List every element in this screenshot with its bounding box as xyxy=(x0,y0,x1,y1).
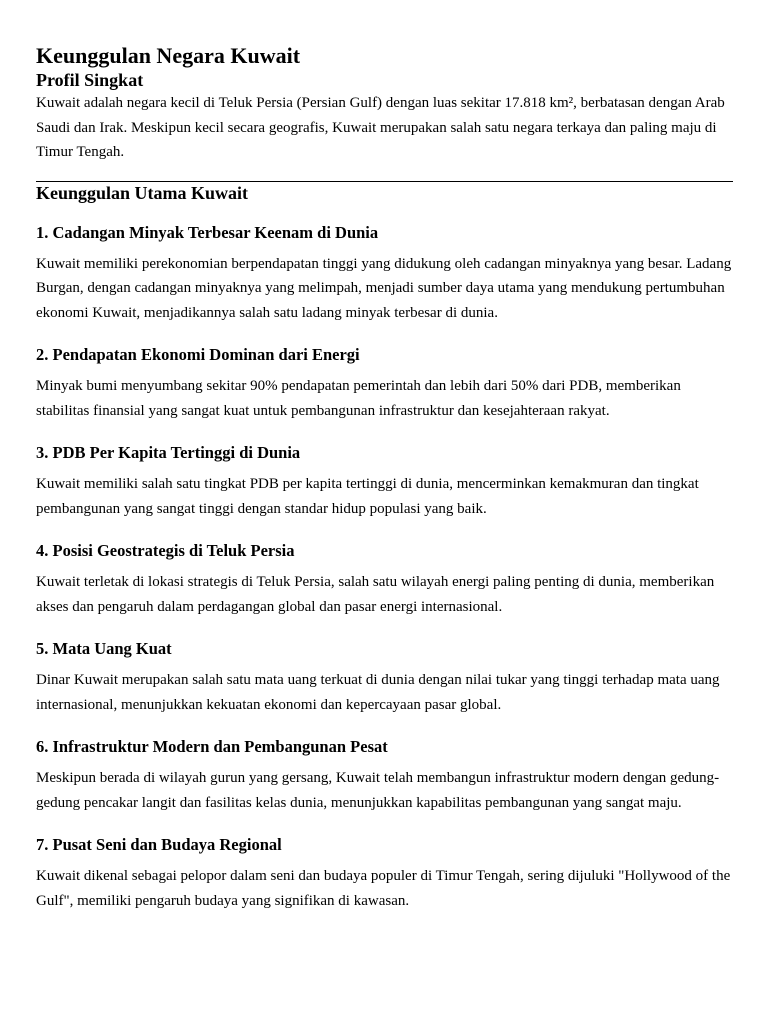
advantage-heading: 5. Mata Uang Kuat xyxy=(36,639,172,658)
advantage-text: Minyak bumi menyumbang sekitar 90% pendapatan pemerintah dan lebih dari 50% dari PDB, memberikan stabilitas finansial yang sangat kuat untuk pembangunan infrastruktur dan kesejahteraan rakyat. xyxy=(36,378,681,419)
document-title: Keunggulan Negara Kuwait xyxy=(36,43,301,68)
profile-paragraph: Kuwait adalah negara kecil di Teluk Persia (Persian Gulf) dengan luas sekitar 17.818 km², berbatasan dengan Arab Saudi dan Irak. Meskipun kecil secara geografis, Kuwait merupakan salah satu negara terkaya dan paling maju di Timur Tengah. xyxy=(36,95,725,160)
advantage-heading: 2. Pendapatan Ekonomi Dominan dari Energi xyxy=(36,345,360,364)
advantage-text: Kuwait terletak di lokasi strategis di Teluk Persia, salah satu wilayah energi paling penting di dunia, memberikan akses dan pengaruh dalam perdagangan global dan pasar energi internasional. xyxy=(36,574,715,615)
advantage-heading: 6. Infrastruktur Modern dan Pembangunan Pesat xyxy=(36,737,388,756)
advantage-text: Meskipun berada di wilayah gurun yang gersang, Kuwait telah membangun infrastruktur modern dengan gedung-gedung pencakar langit dan fasilitas kelas dunia, menunjukkan kapabilitas pembangunan yang sangat maju. xyxy=(36,770,720,811)
advantage-heading: 7. Pusat Seni dan Budaya Regional xyxy=(36,835,282,854)
profile-heading: Profil Singkat xyxy=(36,70,144,90)
advantages-heading: Keunggulan Utama Kuwait xyxy=(36,182,249,203)
advantage-item xyxy=(36,638,732,717)
advantages-list xyxy=(36,222,732,914)
advantage-text: Kuwait memiliki salah satu tingkat PDB per kapita tertinggi di dunia, mencerminkan kemakmuran dan tingkat pembangunan yang sangat tinggi dengan standar hidup populasi yang baik. xyxy=(36,476,699,517)
advantage-heading: 3. PDB Per Kapita Tertinggi di Dunia xyxy=(36,443,301,462)
advantage-text: Kuwait memiliki perekonomian berpendapatan tinggi yang didukung oleh cadangan minyaknya yang besar. Ladang Burgan, dengan cadangan minyaknya yang melimpah, menjadi sumber daya utama yang mendukung pertumbuhan ekonomi Kuwait, menjadikannya salah satu ladang minyak terbesar di dunia. xyxy=(36,255,732,321)
advantage-item xyxy=(36,442,732,521)
advantage-text: Kuwait dikenal sebagai pelopor dalam seni dan budaya populer di Timur Tengah, sering dijuluki "Hollywood of the Gulf", memiliki pengaruh budaya yang signifikan di kawasan. xyxy=(36,868,731,909)
advantage-item xyxy=(36,540,732,619)
advantage-item xyxy=(36,736,732,815)
advantage-text: Dinar Kuwait merupakan salah satu mata uang terkuat di dunia dengan nilai tukar yang tinggi terhadap mata uang internasional, menunjukkan kekuatan ekonomi dan kepercayaan pasar global. xyxy=(36,672,720,713)
advantage-item xyxy=(36,344,732,423)
advantage-heading: 4. Posisi Geostrategis di Teluk Persia xyxy=(36,541,295,560)
advantage-item xyxy=(36,222,732,326)
advantage-item xyxy=(36,834,732,913)
advantage-heading: 1. Cadangan Minyak Terbesar Keenam di Dunia xyxy=(36,222,379,242)
